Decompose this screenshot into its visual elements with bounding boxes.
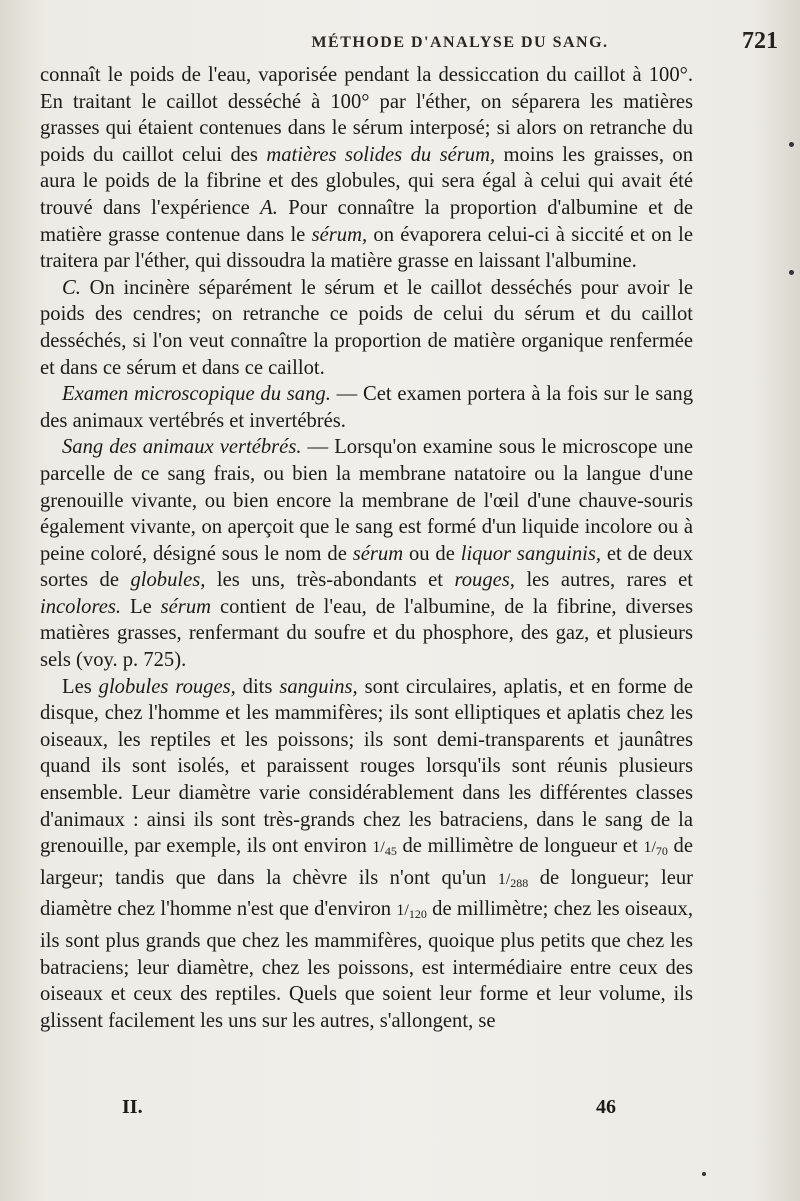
body-text — [40, 62, 693, 1034]
running-header — [40, 28, 778, 54]
italic-term: globules rouges, — [98, 675, 236, 698]
ink-speck — [789, 270, 794, 275]
fraction-denominator: 288 — [510, 875, 529, 890]
italic-term: liquor sanguinis, — [460, 542, 602, 565]
italic-term: A. — [260, 196, 278, 219]
text-run: — Lorsqu'on examine sous le microscope une parcelle de ce sang frais, ou bien la membrane natatoire ou la langue d'une grenouille vivante, ou bien encore la membrane de l'œil d'une chauve-souris également vivante, on aperçoit que le sang est formé d'un liquide incolore ou à peine coloré, désigné sous le nom de — [40, 436, 693, 565]
text-run: On incinère séparément le sérum et le caillot desséchés pour avoir le poids des cendres; on retranche ce poids de celui du sérum et du caillot desséchés, si l'on veut connaître la proportion de matière organique renfermée et dans ce sérum et dans ce caillot. — [40, 276, 693, 379]
fraction-numerator: 1 — [396, 902, 405, 920]
running-title: MÉTHODE D'ANALYSE DU SANG. — [311, 34, 609, 51]
fraction: $1/_{288}$ — [497, 870, 529, 890]
text-run: dits — [235, 675, 280, 698]
text-run: ou de — [403, 542, 461, 565]
ink-speck — [789, 142, 794, 147]
italic-term: sanguins, — [279, 675, 358, 698]
fraction-denominator: 120 — [408, 907, 427, 922]
text-run: de longueur; leur diamètre chez l'homme n'est que d'environ — [40, 866, 693, 921]
signature-mark: 46 — [596, 1096, 616, 1118]
section-heading: Sang des animaux vertébrés. — [62, 436, 302, 459]
text-run: Pour connaître la proportion d'albumine et de matière grasse contenue dans le — [40, 196, 693, 246]
text-run: Le — [121, 595, 161, 618]
paragraph-1 — [40, 62, 693, 275]
volume-mark: II. — [122, 1096, 143, 1118]
italic-term: C. — [62, 276, 81, 299]
italic-term: sérum — [160, 595, 211, 618]
text-run: Les — [62, 675, 99, 698]
text-run: — Cet examen portera à la fois sur le sang des animaux vertébrés et invertébrés. — [40, 383, 693, 432]
fraction: $1/_{70}$ — [643, 839, 668, 859]
text-run: de millimètre de longueur et — [396, 835, 644, 858]
text-run: de millimètre; chez les oiseaux, ils sont plus grands que chez les mammifères, quoique plus petits que chez les batraciens; leur diamètre, chez les poissons, est intermédiaire entre ceux des oiseaux et ceux des reptiles. Quels que soient leur forme et leur volume, ils glissent facilement les uns sur les autres, s'allongent, se — [40, 898, 693, 1032]
fraction-denominator: 70 — [655, 844, 668, 859]
page-number: 721 — [742, 28, 778, 54]
italic-term: sérum, — [311, 223, 368, 246]
italic-term: rouges, — [454, 569, 515, 592]
text-run: de largeur; tandis que dans la chèvre ils n'ont qu'un — [40, 835, 693, 889]
italic-term: sérum — [352, 542, 404, 565]
ink-speck — [702, 1172, 706, 1176]
fraction-numerator: 1 — [372, 839, 381, 857]
text-run: les autres, rares et — [514, 569, 694, 592]
text-run: et de deux sortes de — [40, 542, 693, 592]
paragraph-4 — [40, 434, 693, 673]
text-run: sont circulaires, aplatis, et en forme de disque, chez l'homme et les mammifères; ils sont elliptiques et aplatis chez les oiseaux, les reptiles et les poissons; ils sont demi-transparents et jaunâtres quand ils sont isolés, et paraissent rouges lorsqu'ils sont réunis plusieurs ensemble. Leur diamètre varie considérablement dans les différentes classes d'animaux : ainsi ils sont très-grands chez les batraciens, dans le sang de la grenouille, par exemple, ils ont environ — [40, 675, 693, 858]
paragraph-3 — [40, 381, 693, 434]
fraction: $1/_{120}$ — [396, 902, 427, 922]
fraction-numerator: 1 — [497, 870, 506, 888]
italic-term: incolores. — [40, 595, 122, 618]
paragraph-2 — [40, 275, 693, 381]
fraction-denominator: 45 — [384, 844, 397, 859]
fraction-numerator: 1 — [643, 839, 652, 857]
text-run: moins les graisses, on aura le poids de la fibrine et des globules, qui sera égal à celui qui avait été trouvé dans l'expérience — [40, 143, 694, 219]
text-run: on évaporera celui-ci à siccité et on le traitera par l'éther, qui dissoudra la matière grasse en laissant l'albumine. — [40, 223, 694, 273]
paragraph-5 — [40, 674, 693, 1035]
section-heading: Examen microscopique du sang. — [62, 383, 331, 406]
text-run: contient de l'eau, de l'albumine, de la fibrine, diverses matières grasses, renfermant du soufre et du phosphore, des gaz, et plusieurs sels (voy. p. 725). — [40, 595, 693, 672]
italic-term: matières solides du sérum, — [266, 143, 496, 166]
fraction: $1/_{45}$ — [372, 839, 397, 859]
italic-term: globules, — [130, 569, 206, 592]
text-run: les uns, très-abondants et — [205, 569, 455, 592]
text-run: connaît le poids de l'eau, vaporisée pendant la dessiccation du caillot à 100°. En traitant le caillot desséché à 100° par l'éther, on séparera les matières grasses qui étaient contenues dans le sérum interposé; si alors on retranche du poids du caillot celui des — [40, 64, 693, 166]
